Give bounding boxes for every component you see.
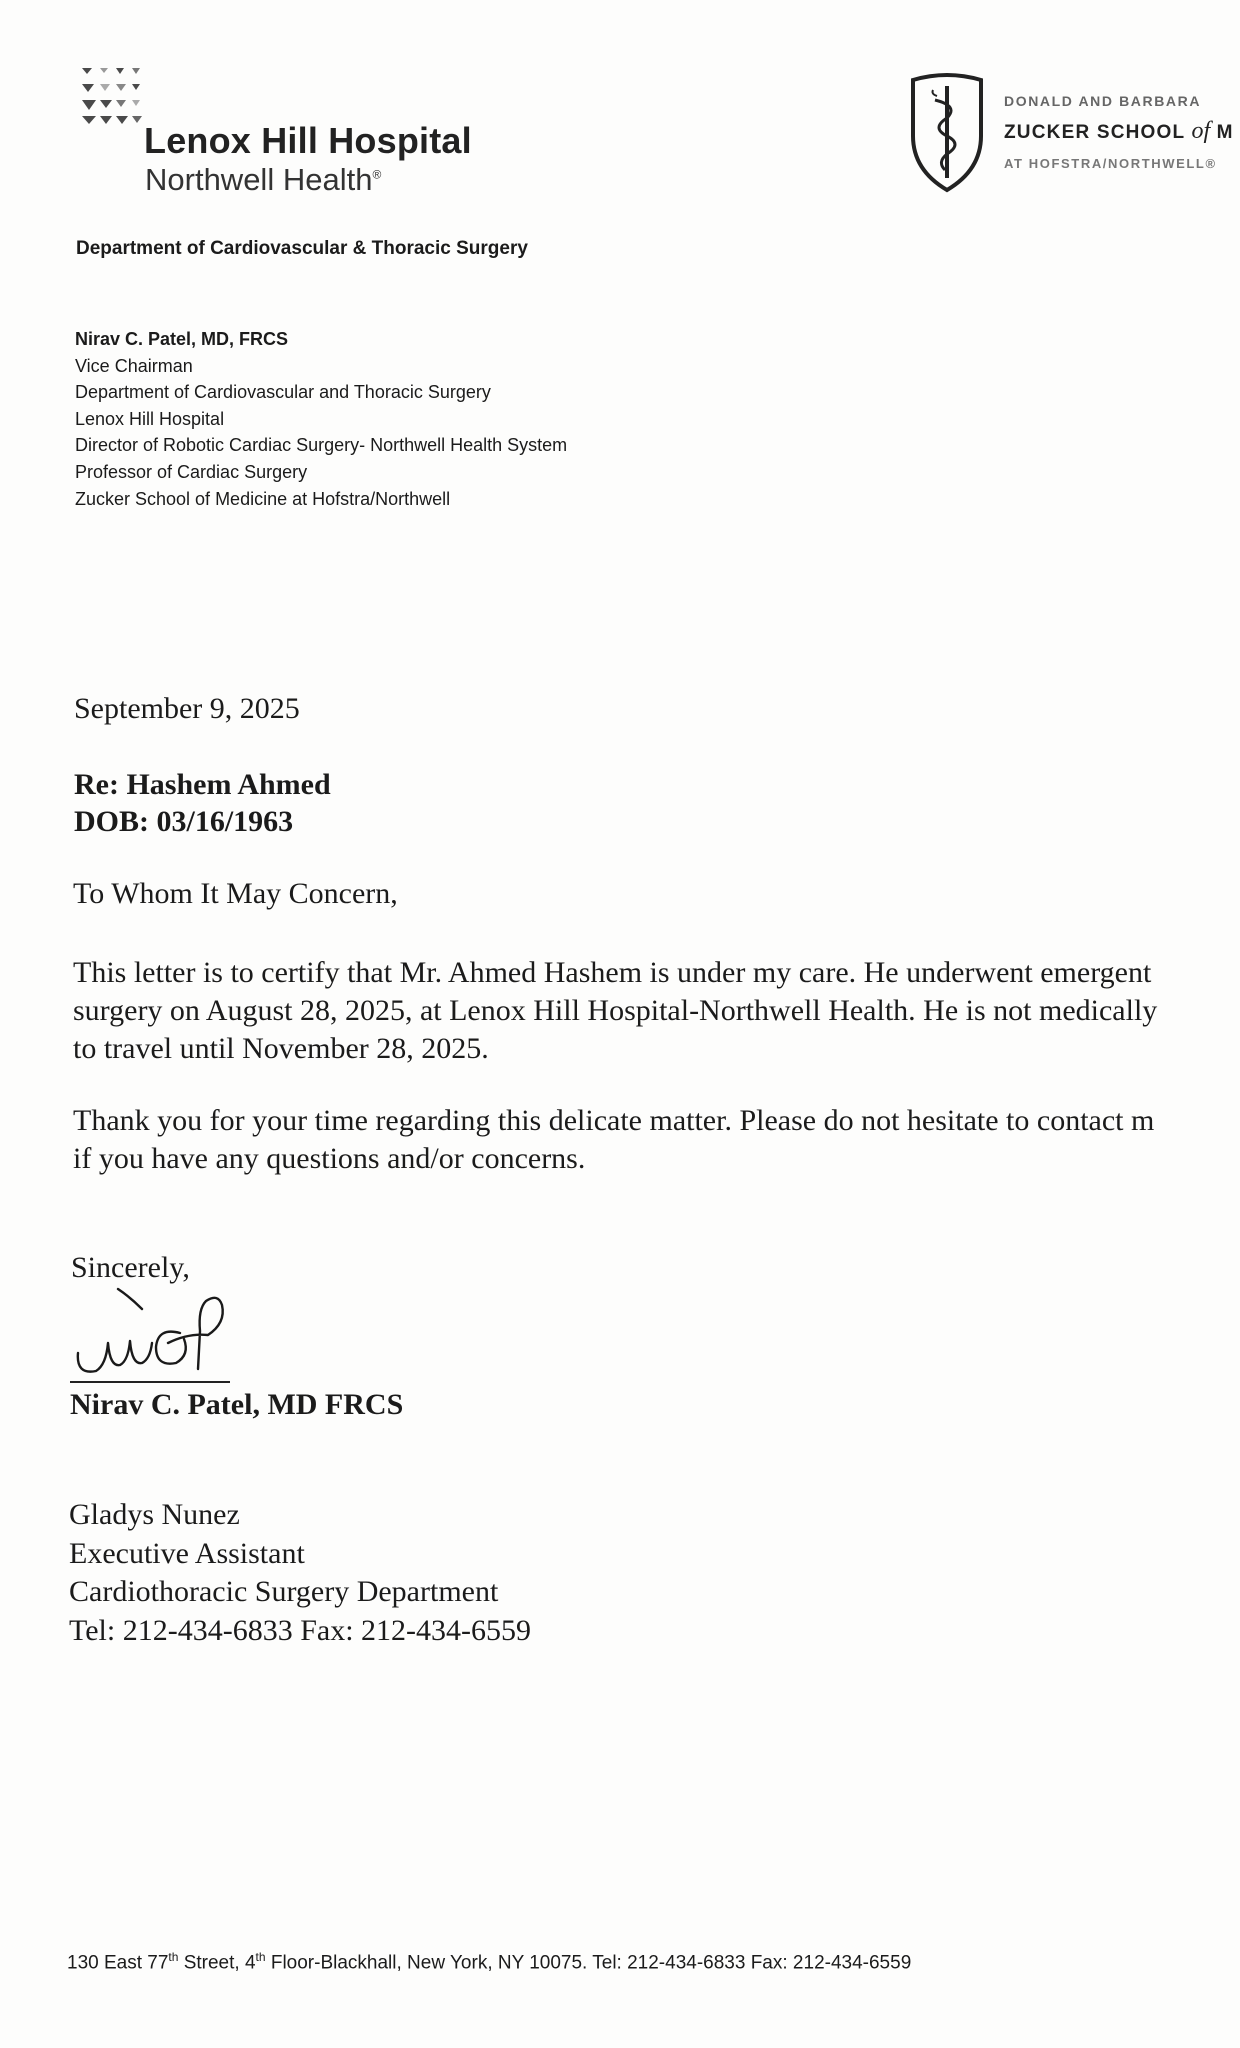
author-title: Professor of Cardiac Surgery xyxy=(75,461,308,482)
assistant-phone-fax: Tel: 212-434-6833 Fax: 212-434-6559 xyxy=(69,1613,532,1647)
footer-address: 130 East 77th Street, 4th Floor-Blackhall, New York, NY 10075. Tel: 212-434-6833 Fax: 212-434-6559 xyxy=(67,1950,912,1974)
author-title: Lenox Hill Hospital xyxy=(75,408,225,429)
author-title: Zucker School of Medicine at Hofstra/Northwell xyxy=(75,488,451,509)
body-paragraph-1 xyxy=(73,954,1157,1068)
dob-line: DOB: 03/16/1963 xyxy=(74,805,294,838)
assistant-title: Executive Assistant xyxy=(69,1536,305,1570)
paragraph-line: This letter is to certify that Mr. Ahmed Hashem is under my care. He underwent emergent xyxy=(73,956,1152,989)
hospital-logo-name: Lenox Hill Hospital xyxy=(144,120,472,161)
salutation: To Whom It May Concern, xyxy=(73,877,398,910)
author-block xyxy=(75,326,567,512)
author-name: Nirav C. Patel, MD, FRCS xyxy=(75,329,289,349)
re-line: Re: Hashem Ahmed xyxy=(74,768,331,801)
school-logo-line1: DONALD AND BARBARA xyxy=(1004,93,1202,109)
paragraph-line: Thank you for your time regarding this delicate matter. Please do not hesitate to contact m xyxy=(73,1104,1155,1137)
author-title: Department of Cardiovascular and Thoracic Surgery xyxy=(75,382,491,403)
author-title: Director of Robotic Cardiac Surgery- Northwell Health System xyxy=(75,435,568,456)
department-header: Department of Cardiovascular & Thoracic Surgery xyxy=(76,238,528,259)
author-title: Vice Chairman xyxy=(75,355,193,376)
caduceus-shield-icon xyxy=(905,70,989,194)
letter-date: September 9, 2025 xyxy=(74,692,300,725)
paragraph-line: surgery on August 28, 2025, at Lenox Hill Hospital-Northwell Health. He is not medically xyxy=(73,994,1158,1027)
assistant-name: Gladys Nunez xyxy=(69,1498,240,1531)
hospital-logo-subname: Northwell Health® xyxy=(145,162,382,197)
assistant-contact-block xyxy=(69,1496,531,1650)
paragraph-line: if you have any questions and/or concerns. xyxy=(73,1142,586,1175)
signature-line xyxy=(70,1381,230,1383)
paragraph-line: to travel until November 28, 2025. xyxy=(73,1032,489,1065)
signatory-name: Nirav C. Patel, MD FRCS xyxy=(70,1388,404,1421)
assistant-department: Cardiothoracic Surgery Department xyxy=(69,1575,499,1608)
re-block xyxy=(74,766,331,840)
school-logo-line2: ZUCKER SCHOOL of M xyxy=(1004,118,1234,144)
closing: Sincerely, xyxy=(71,1251,190,1284)
school-logo-line3: AT HOFSTRA/NORTHWELL® xyxy=(1004,156,1217,171)
body-paragraph-2 xyxy=(73,1102,1154,1178)
handwritten-signature xyxy=(72,1283,242,1381)
